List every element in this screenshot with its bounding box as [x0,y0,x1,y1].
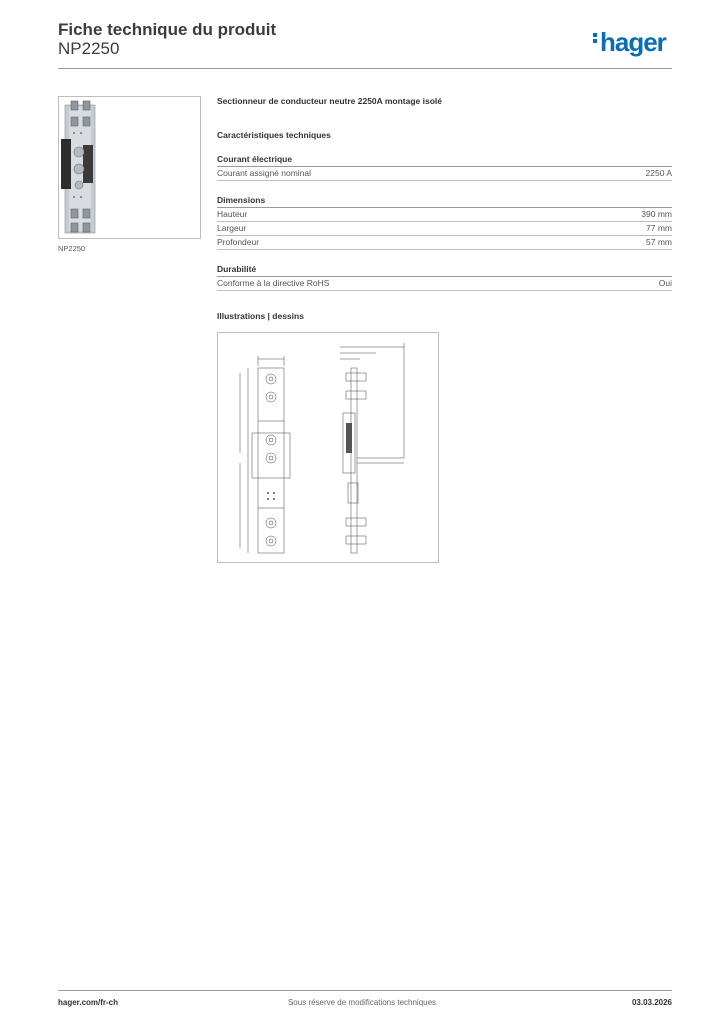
spec-content [217,96,672,321]
spec-row [217,167,672,181]
spec-value: 77 mm [646,223,672,233]
product-code: NP2250 [58,39,120,58]
hager-logo [593,27,666,58]
spec-label: Conforme à la directive RoHS [217,278,330,288]
footer-divider [58,990,672,991]
logo-dots-icon [593,31,598,45]
spec-group-title: Courant électrique [217,154,672,167]
footer-website[interactable]: hager.com/fr-ch [58,998,119,1007]
spec-row [217,277,672,291]
spec-row [217,236,672,250]
footer-date: 03.03.2026 [631,998,672,1007]
spec-value: 390 mm [641,209,672,219]
footer-disclaimer: Sous réserve de modifications techniques [287,998,437,1007]
product-photo-image [59,97,200,238]
technical-drawing [217,332,439,563]
spec-group-dimensions [217,195,672,250]
spec-label: Courant assigné nominal [217,168,312,178]
spec-group-title: Durabilité [217,264,672,277]
photo-caption: NP2250 [58,244,86,253]
spec-row [217,208,672,222]
spec-label: Largeur [217,223,247,233]
spec-value: 2250 A [645,168,672,178]
spec-row [217,222,672,236]
spec-group-durability [217,264,672,291]
header-divider [58,68,672,69]
spec-value: Oui [658,278,672,288]
spec-group-current [217,154,672,181]
technical-drawing-image [218,333,438,562]
specs-title: Caractéristiques techniques [217,130,331,140]
illustrations-title: Illustrations | dessins [217,311,304,321]
spec-value: 57 mm [646,237,672,247]
product-photo [58,96,201,239]
spec-group-title: Dimensions [217,195,672,208]
spec-label: Profondeur [217,237,260,247]
logo-text: hager [600,27,666,57]
product-description: Sectionneur de conducteur neutre 2250A montage isolé [217,96,442,106]
spec-label: Hauteur [217,209,248,219]
page-title: Fiche technique du produit [58,20,277,39]
